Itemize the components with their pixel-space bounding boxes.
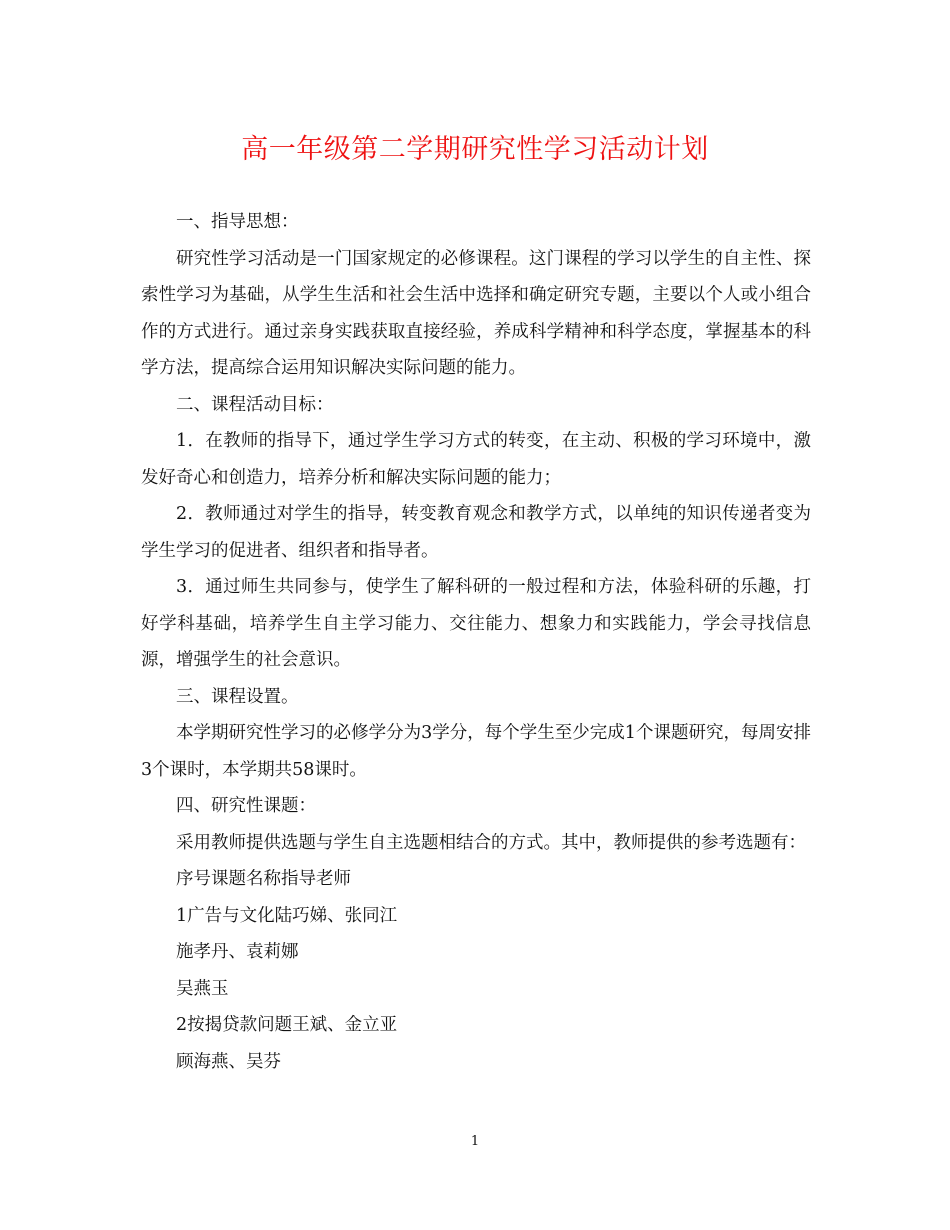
- goal-item-3: 3．通过师生共同参与，使学生了解科研的一般过程和方法，体验科研的乐趣，打好学科基础，培养学生自主学习能力、交往能力、想象力和实践能力，学会寻找信息源，增强学生的社会意识。: [141, 577, 811, 670]
- topic-row-1-teachers-cont-2: 吴燕玉: [176, 978, 229, 999]
- heading-guiding-ideology: 一、指导思想：: [176, 212, 299, 232]
- topic-row-1: 1广告与文化陆巧娣、张同江: [176, 905, 398, 926]
- page-number: 1: [470, 1134, 480, 1149]
- heading-course-goals: 二、课程活动目标：: [176, 394, 334, 415]
- heading-research-topics: 四、研究性课题：: [176, 796, 316, 816]
- goal-item-2: 2．教师通过对学生的指导，转变教育观念和教学方式，以单纯的知识传递者变为学生学习的促进者、组织者和指导者。: [141, 504, 811, 561]
- paragraph-guiding-ideology: 研究性学习活动是一门国家规定的必修课程。这门课程的学习以学生的自主性、探索性学习为基础，从学生生活和社会生活中选择和确定研究专题，主要以个人或小组合作的方式进行。通过亲身实践获取直接经验，养成科学精神和科学态度，掌握基本的科学方法，提高综合运用知识解决实际问题的能力。: [141, 248, 811, 378]
- heading-course-setup: 三、课程设置。: [176, 686, 299, 707]
- topic-row-1-teachers-cont: 施孝丹、袁莉娜: [176, 942, 299, 962]
- paragraph-research-topics: 采用教师提供选题与学生自主选题相结合的方式。其中，教师提供的参考选题有：: [176, 832, 806, 853]
- topic-row-2-teachers-cont: 顾海燕、吴芬: [176, 1051, 281, 1072]
- document-body: [141, 204, 811, 1080]
- document-title: 高一年级第二学期研究性学习活动计划: [241, 134, 709, 165]
- paragraph-course-setup: 本学期研究性学习的必修学分为3学分，每个学生至少完成1个课题研究，每周安排3个课时，本学期共58课时。: [141, 723, 811, 780]
- goal-item-1: 1．在教师的指导下，通过学生学习方式的转变，在主动、积极的学习环境中，激发好奇心和创造力，培养分析和解决实际问题的能力；: [141, 431, 811, 488]
- topic-row-2: 2按揭贷款问题王斌、金立亚: [176, 1015, 398, 1035]
- topic-table-header: 序号课题名称指导老师: [176, 869, 351, 889]
